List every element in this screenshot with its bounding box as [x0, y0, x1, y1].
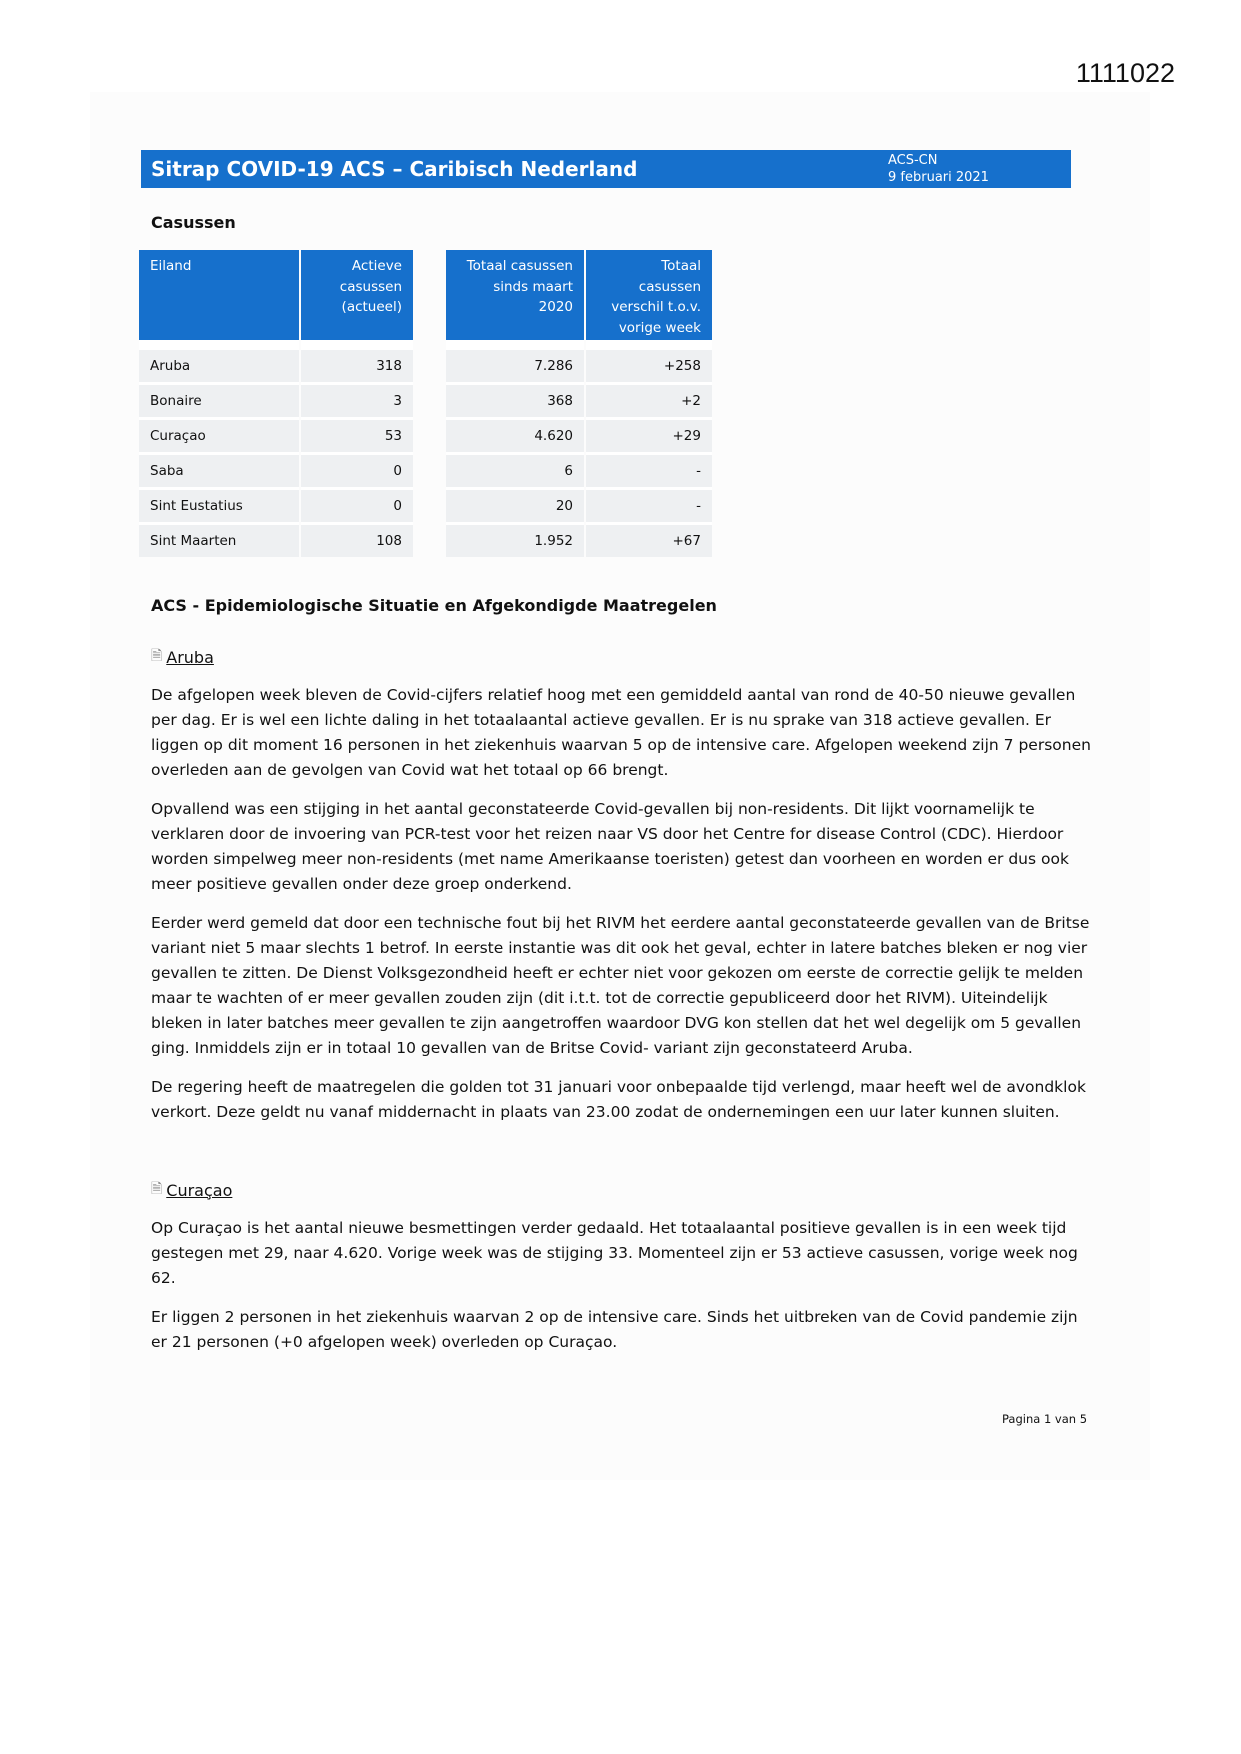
cell-verschil: -	[586, 487, 712, 522]
col-header-totaal: Totaal casussen sinds maart 2020	[446, 250, 584, 340]
page-footer: Pagina 1 van 5	[1002, 1412, 1088, 1426]
aruba-heading-label: Aruba	[166, 647, 214, 667]
table-row	[139, 417, 413, 452]
table-row	[446, 487, 712, 522]
cell-eiland: Saba	[139, 452, 299, 487]
report-org: ACS-CN	[888, 153, 938, 168]
casussen-heading: Casussen	[151, 213, 236, 232]
situatie-heading: ACS - Epidemiologische Situatie en Afgekondigde Maatregelen	[151, 596, 717, 615]
cell-totaal: 6	[446, 452, 584, 487]
cell-totaal: 4.620	[446, 417, 584, 452]
curacao-paragraph-2: Er liggen 2 personen in het ziekenhuis waarvan 2 op de intensive care. Sinds het uitbreken van de Covid pandemie zijn er 21 personen (+0 afgelopen week) overleden op Curaçao.	[151, 1308, 1078, 1351]
document-number: 1111022	[1075, 58, 1175, 88]
cell-eiland: Curaçao	[139, 417, 299, 452]
report-meta	[888, 152, 989, 186]
aruba-paragraph-3: Eerder werd gemeld dat door een technische fout bij het RIVM het eerdere aantal geconstateerde gevallen van de Britse variant niet 5 maar slechts 1 betrof. In eerste instantie was dit ook het geval, echter in latere batches bleken er nog vier gevallen te zitten. De Dienst Volksgezondheid heeft er echter niet voor gekozen om eerste de correctie gelijk te melden maar te wachten of er meer gevallen zouden zijn (dit i.t.t. tot de correctie gepubliceerd door het RIVM). Uiteindelijk bleken in later batches meer gevallen te zijn aangetroffen waardoor DVG kon stellen dat het wel degelijk om 5 gevallen ging. Inmiddels zijn er in totaal 10 gevallen van de Britse Covid- variant zijn geconstateerd Aruba.	[151, 914, 1090, 1057]
cell-eiland: Sint Eustatius	[139, 487, 299, 522]
title-bar	[141, 150, 1071, 188]
table-row	[446, 382, 712, 417]
cell-eiland: Sint Maarten	[139, 522, 299, 557]
curacao-heading	[151, 1178, 232, 1202]
cell-totaal: 368	[446, 382, 584, 417]
table-row	[139, 522, 413, 557]
aruba-heading	[151, 645, 214, 669]
cell-eiland: Bonaire	[139, 382, 299, 417]
cell-verschil: -	[586, 452, 712, 487]
table-row	[139, 340, 413, 382]
cell-verschil: +2	[586, 382, 712, 417]
col-header-actieve: Actieve casussen (actueel)	[301, 250, 413, 340]
col-header-eiland: Eiland	[139, 250, 299, 340]
cell-totaal: 20	[446, 487, 584, 522]
cell-verschil: +258	[586, 340, 712, 382]
cell-actieve: 318	[301, 340, 413, 382]
document-icon: 🗎	[151, 1181, 163, 1197]
cell-totaal: 1.952	[446, 522, 584, 557]
table-row	[446, 522, 712, 557]
table-row	[446, 340, 712, 382]
aruba-paragraph-4: De regering heeft de maatregelen die golden tot 31 januari voor onbepaalde tijd verlengd, maar heeft wel de avondklok verkort. Deze geldt nu vanaf middernacht in plaats van 23.00 zodat de ondernemingen een uur later kunnen sluiten.	[151, 1078, 1086, 1121]
curacao-heading-label: Curaçao	[166, 1180, 233, 1200]
report-title: Sitrap COVID-19 ACS – Caribisch Nederland	[151, 157, 638, 181]
casussen-table-left	[137, 250, 415, 557]
table-row	[139, 452, 413, 487]
curacao-paragraph-1: Op Curaçao is het aantal nieuwe besmettingen verder gedaald. Het totaalaantal positieve gevallen is in een week tijd gestegen met 29, naar 4.620. Vorige week was de stijging 33. Momenteel zijn er 53 actieve casussen, vorige week nog 62.	[151, 1219, 1078, 1287]
cell-actieve: 108	[301, 522, 413, 557]
cell-actieve: 3	[301, 382, 413, 417]
cell-verschil: +29	[586, 417, 712, 452]
table-row	[139, 382, 413, 417]
casussen-table-right	[444, 250, 714, 557]
aruba-paragraph-2: Opvallend was een stijging in het aantal geconstateerde Covid-gevallen bij non-residents. Dit lijkt voornamelijk te verklaren door de invoering van PCR-test voor het reizen naar VS door het Centre for disease Control (CDC). Hierdoor worden simpelweg meer non-residents (met name Amerikaanse toeristen) getest dan voorheen en worden er dus ook meer positieve gevallen onder deze groep onderkend.	[151, 800, 1069, 893]
cell-eiland: Aruba	[139, 340, 299, 382]
aruba-paragraph-1: De afgelopen week bleven de Covid-cijfers relatief hoog met een gemiddeld aantal van rond de 40-50 nieuwe gevallen per dag. Er is wel een lichte daling in het totaalaantal actieve gevallen. Er is nu sprake van 318 actieve gevallen. Er liggen op dit moment 16 personen in het ziekenhuis waarvan 5 op de intensive care. Afgelopen weekend zijn 7 personen overleden aan de gevolgen van Covid wat het totaal op 66 brengt.	[151, 686, 1091, 779]
table-row	[446, 452, 712, 487]
cell-verschil: +67	[586, 522, 712, 557]
table-row	[446, 417, 712, 452]
col-header-verschil: Totaal casussen verschil t.o.v. vorige week	[586, 250, 712, 340]
cell-actieve: 0	[301, 452, 413, 487]
table-row	[139, 487, 413, 522]
cell-actieve: 0	[301, 487, 413, 522]
report-date: 9 februari 2021	[888, 170, 989, 185]
cell-actieve: 53	[301, 417, 413, 452]
cell-totaal: 7.286	[446, 340, 584, 382]
document-icon: 🗎	[151, 648, 163, 664]
